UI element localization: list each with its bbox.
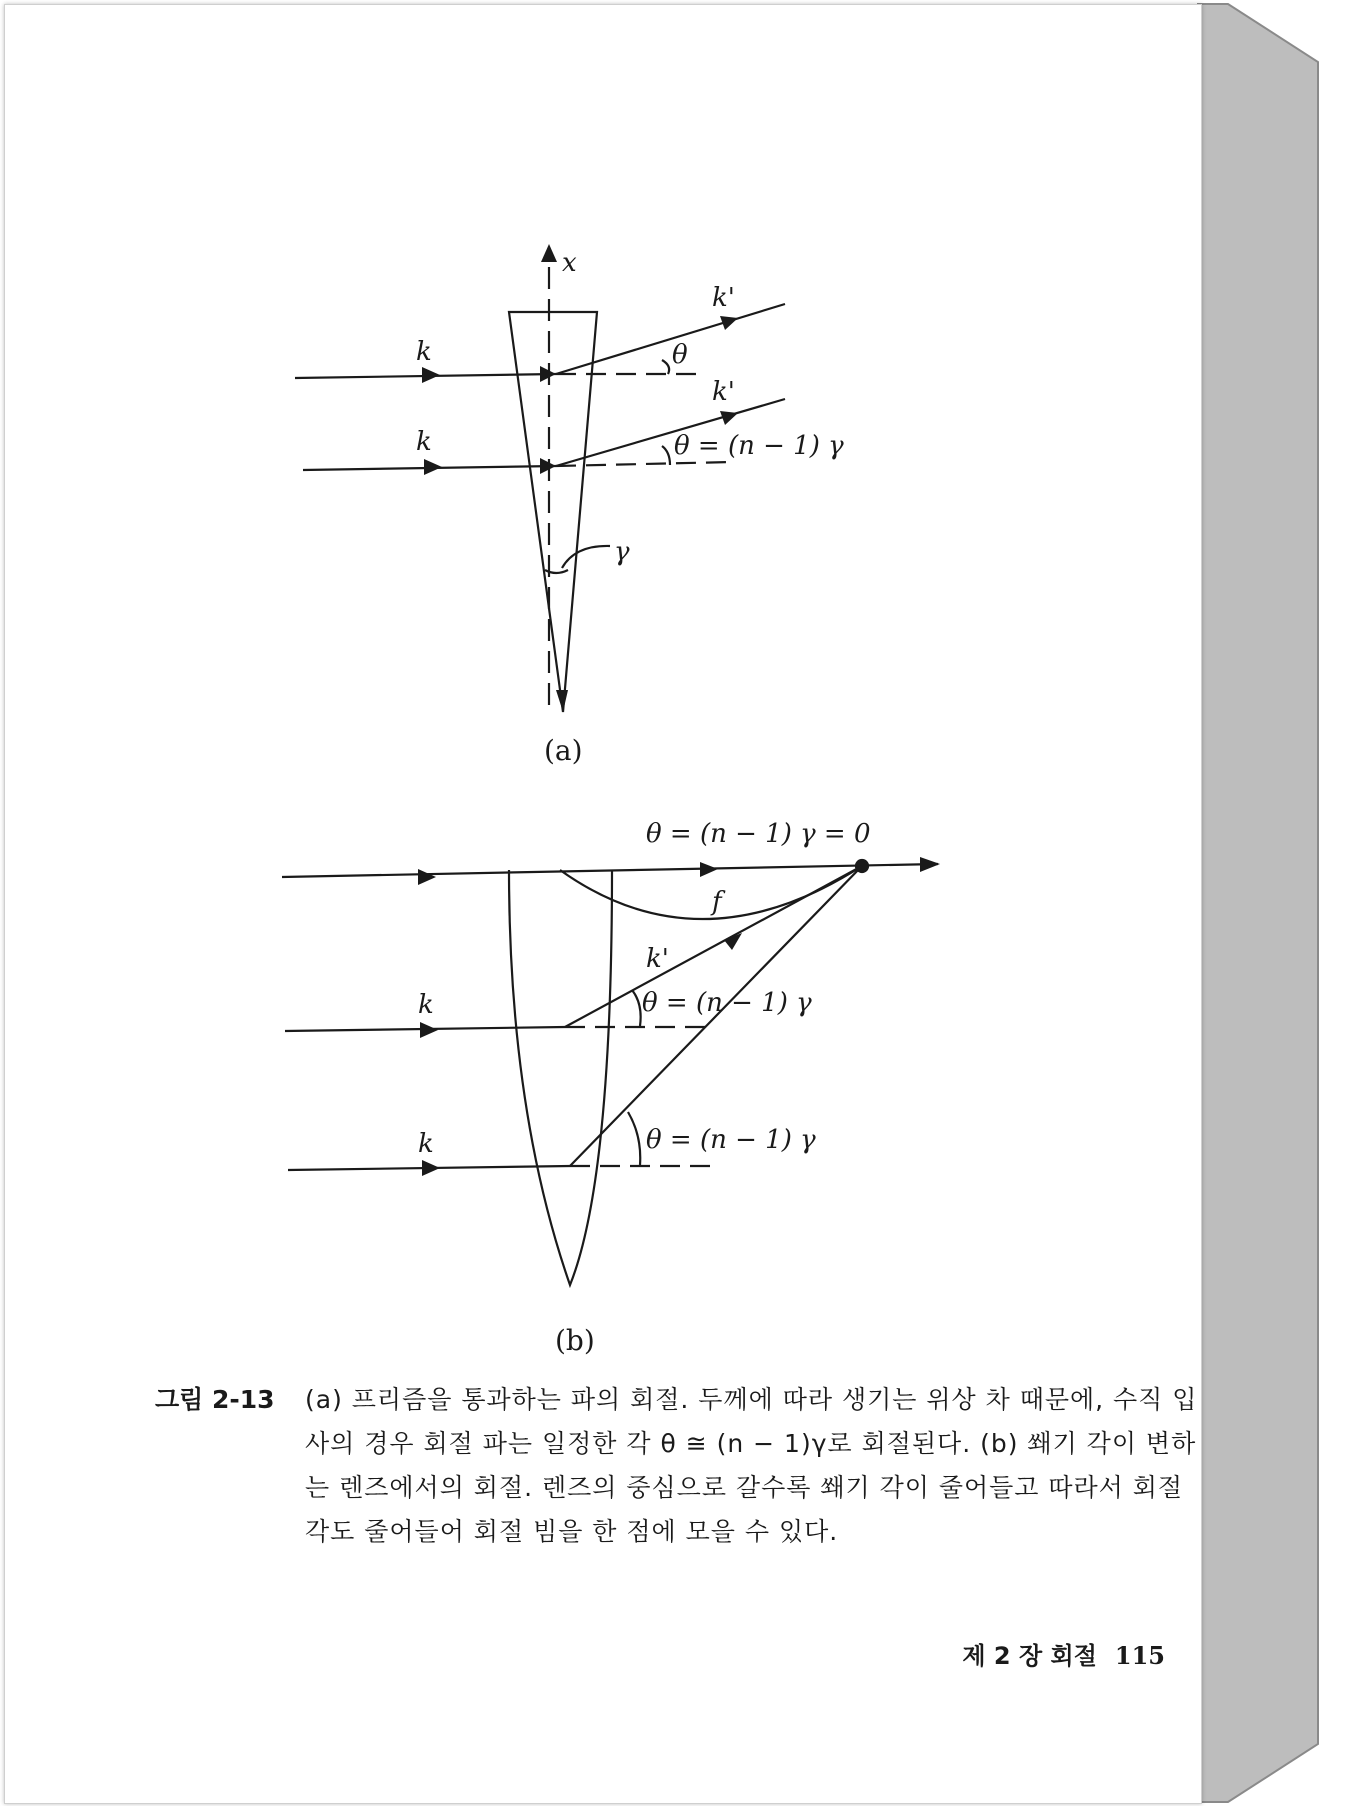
ray-out-top	[556, 304, 785, 374]
page-number: 115	[1114, 1641, 1165, 1670]
figure-a	[295, 244, 785, 712]
caption-label: 그림 2-13	[155, 1385, 275, 1414]
caption-text: (a) 프리즘을 통과하는 파의 회절. 두께에 따라 생기는 위상 차 때문에, 수직 입사의 경우 회절 파는 일정한 각 θ ≅ (n − 1)γ로 회절된다. (b) 쐐기 각이 변하는 렌즈에서의 회절. 렌즈의 중심으로 갈수록 쐐기 각이 줄어들고 따라서 회절 각도 줄어들어 회절 빔을 한 점에 모을 수 있다.	[305, 1385, 1198, 1546]
axis-arrow-icon	[541, 244, 557, 262]
subfigure-b-label: (b)	[555, 1324, 595, 1357]
lens-shape	[509, 870, 612, 1285]
wave-in-top-label: k	[416, 337, 432, 367]
subfigure-a-label: (a)	[544, 734, 583, 767]
angle-mid-label: θ = (n − 1) γ	[642, 988, 812, 1018]
axis-label: x	[562, 248, 577, 278]
focal-length-label: f	[712, 887, 722, 917]
chapter-title: 제 2 장 회절	[962, 1642, 1097, 1670]
ray-axis	[282, 864, 938, 877]
angle-bottom-label: θ = (n − 1) γ	[674, 431, 844, 461]
angle-top-label: θ	[672, 340, 688, 370]
wave-in-bottom-label: k	[416, 427, 432, 457]
prism-shape	[509, 312, 597, 712]
wave-out-top-label: k'	[712, 283, 735, 313]
wave-in-1-label: k	[418, 990, 434, 1020]
angle-low-label: θ = (n − 1) γ	[646, 1125, 816, 1155]
page-footer	[835, 1636, 1165, 1671]
figure-b	[282, 857, 940, 1285]
top-equation-label: θ = (n − 1) γ = 0	[646, 819, 871, 849]
wave-in-2-label: k	[418, 1129, 434, 1159]
wave-out-label: k'	[646, 944, 669, 974]
wave-out-bottom-label: k'	[712, 377, 735, 407]
wedge-angle-label: γ	[614, 537, 630, 567]
